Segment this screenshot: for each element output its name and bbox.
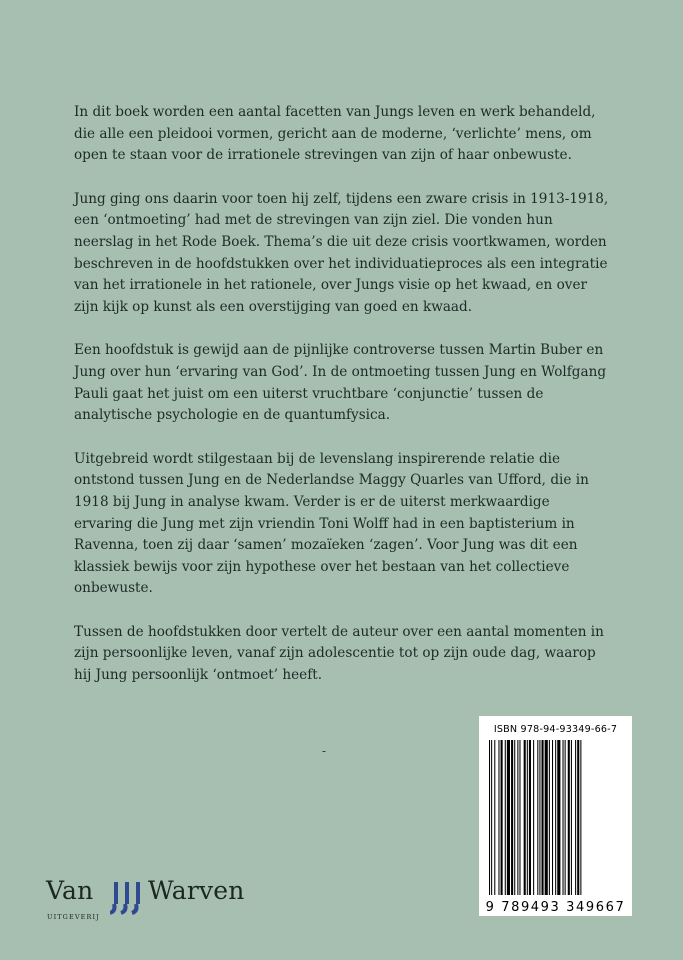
paragraph-3: Een hoofdstuk is gewijd aan de pijnlijke controverse tussen Martin Buber en Jung over hun ‘ervaring van God’. In de ontmoeting tussen Jung en Wolfgang Pauli gaat het juist om een uiterst vruchtbare ‘conjunctie’ tussen de analytische psychologie en de quantumfysica. [74, 342, 607, 424]
publisher-name-left: Van [46, 876, 94, 905]
publisher-name-right: Warven [148, 876, 245, 905]
back-cover-text [74, 102, 610, 709]
paragraph-2: Jung ging ons daarin voor toen hij zelf, tijdens een zware crisis in 1913-1918, een ‘ontmoeting’ had met de strevingen van zijn ziel. Die vonden hun neerslag in het Rode Boek. Thema’s die uit deze crisis voortkwamen, worden beschreven in de hoofdstukken over het individuatieproces als een integratie van het irrationele in het rationele, over Jungs visie op het kwaad, en over zijn kijk op kunst als een overstijging van goed en kwaad. [74, 190, 609, 315]
paragraph-5: Tussen de hoofdstukken door vertelt de auteur over een aantal momenten in zijn persoonlijke leven, vanaf zijn adolescentie tot op zijn oude dag, waarop hij Jung persoonlijk ‘ontmoet’ heeft. [74, 623, 604, 684]
publisher-logo [46, 876, 286, 932]
isbn-label: ISBN 978-94-93349-66-7 [493, 724, 618, 735]
separator-dash: - [322, 744, 327, 758]
paragraph-4: Uitgebreid wordt stilgestaan bij de levenslang inspirerende relatie die ontstond tussen Jung en de Nederlandse Maggy Quarles van Ufford, die in 1918 bij Jung in analyse kwam. Verder is er de uiterst merkwaardige ervaring die Jung met zijn vriendin Toni Wolff had in een baptisterium in Ravenna, toen zij daar ‘samen’ mozaïeken ‘zagen’. Voor Jung was dit een klassiek bewijs voor zijn hypothese over het bestaan van het collectieve onbewuste. [74, 450, 589, 597]
publisher-mark-icon [110, 878, 146, 918]
barcode-icon [487, 740, 624, 900]
barcode-box [479, 716, 632, 916]
publisher-subtitle: UITGEVERIJ [47, 913, 100, 921]
barcode-digits: 9 789493 349667 [485, 900, 626, 915]
paragraph-1: In dit boek worden een aantal facetten van Jungs leven en werk behandeld, die alle een pleidooi vormen, gericht aan de moderne, ‘verlichte’ mens, om open te staan voor de irrationele strevingen van zijn of haar onbewuste. [74, 104, 596, 164]
